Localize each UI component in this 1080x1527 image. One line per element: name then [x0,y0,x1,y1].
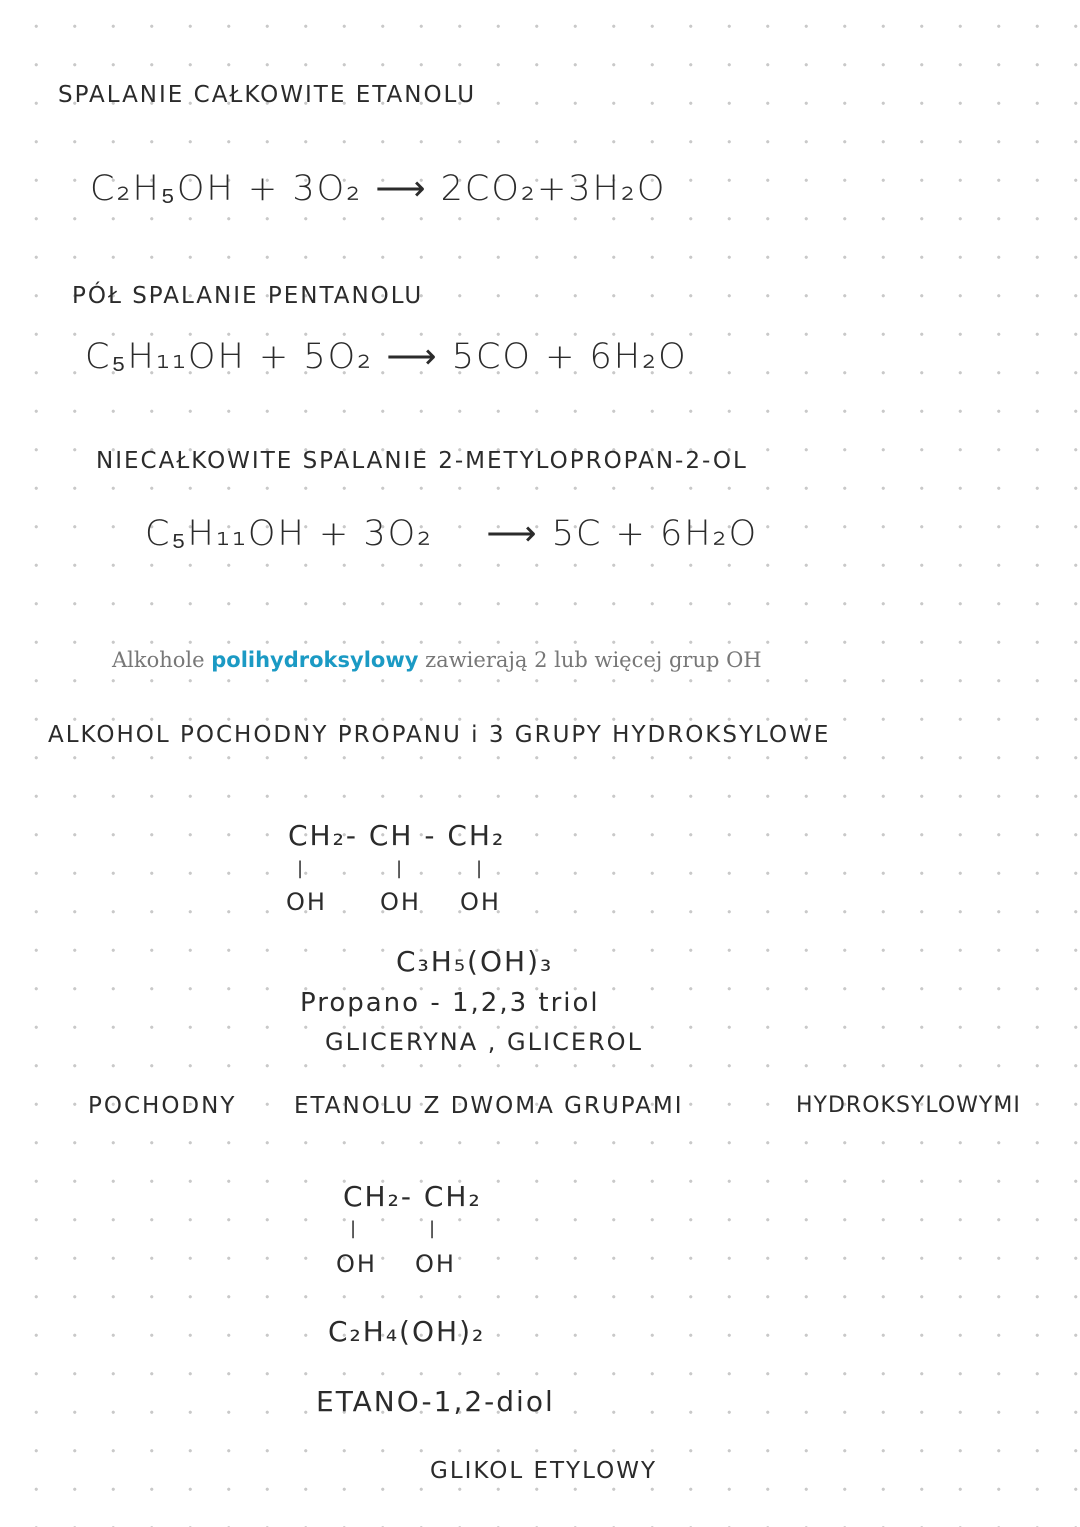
glycol-bond-1: | [350,1218,357,1239]
arrow-icon: ⟶ [386,337,439,377]
glycol-oh-1: OH [336,1250,377,1278]
glycol-name: ETANO-1,2-diol [316,1385,555,1418]
equation-2-lhs: C₅H₁₁OH + 5O₂ [85,337,374,377]
arrow-icon: ⟶ [486,514,539,554]
definition-polyhydroxy [112,650,762,671]
glycerol-name: Propano - 1,2,3 triol [300,988,600,1018]
equation-3 [145,514,759,554]
equation-1 [90,169,667,209]
definition-text-before: Alkohole [112,648,212,672]
heading-incomplete-combustion: NIECAŁKOWITE SPALANIE 2-METYLOPROPAN-2-OL [96,448,748,474]
heading-propane-derivative: ALKOHOL POCHODNY PROPANU i 3 GRUPY HYDROKSYLOWE [48,722,831,748]
glycerol-bond-2: | [396,858,403,879]
heading-ethane-derivative-left: POCHODNY [88,1093,237,1119]
heading-ethane-derivative-mid: ETANOLU Z DWOMA GRUPAMI [294,1093,684,1119]
equation-2 [85,337,688,377]
glycerol-oh-2: OH [380,888,421,916]
equation-3-rhs: 5C + 6H₂O [551,514,759,554]
heading-semi-combustion: PÓŁ SPALANIE PENTANOLU [72,283,424,309]
glycerol-formula: C₃H₅(OH)₃ [396,945,554,978]
equation-2-rhs: 5CO + 6H₂O [451,337,688,377]
glycol-oh-2: OH [415,1250,456,1278]
equation-3-lhs: C₅H₁₁OH + 3O₂ [145,514,434,554]
glycol-chain: CH₂- CH₂ [343,1180,482,1213]
heading-complete-combustion: SPALANIE CAŁKOWITE ETANOLU [58,82,477,108]
glycerol-bond-3: | [476,858,483,879]
glycerol-bond-1: | [297,858,304,879]
glycol-bond-2: | [429,1218,436,1239]
definition-text-after: zawierają 2 lub więcej grup OH [418,648,762,672]
equation-1-rhs: 2CO₂+3H₂O [440,169,667,209]
arrow-icon: ⟶ [375,169,428,209]
glycerol-chain: CH₂- CH - CH₂ [288,819,506,852]
glycerol-oh-3: OH [460,888,501,916]
glycol-common-name: GLIKOL ETYLOWY [430,1458,657,1484]
equation-1-lhs: C₂H₅OH + 3O₂ [90,169,363,209]
definition-highlight: polihydroksylowy [211,648,419,672]
glycol-formula: C₂H₄(OH)₂ [328,1315,486,1348]
glycerol-common-name: GLICERYNA , GLICEROL [325,1028,643,1056]
glycerol-oh-1: OH [286,888,327,916]
heading-ethane-derivative-right: HYDROKSYLOWYMI [796,1093,1021,1118]
